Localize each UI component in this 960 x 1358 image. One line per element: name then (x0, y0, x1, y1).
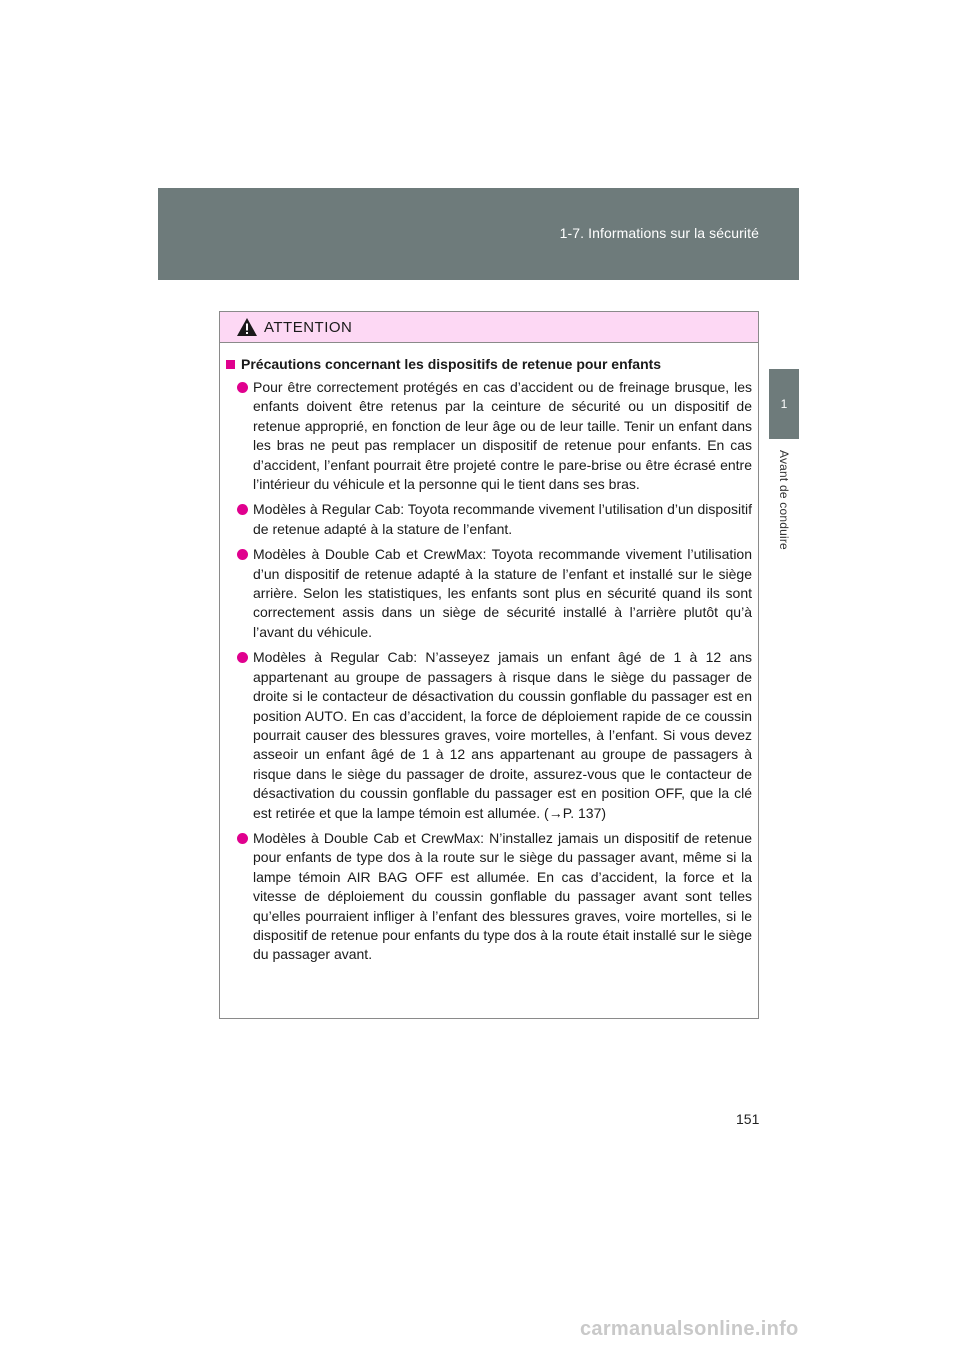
list-item (226, 829, 752, 965)
list-item-text: Modèles à Regular Cab: N’asseyez jamais un enfant âgé de 1 à 12 ans appartenant au groupe de passagers à risque dans le siège du passager de droite si le contacteur de désactivation du coussin gonflable du passager est en position AUTO. En cas d’accident, la force de déploiement rapide de ce coussin pourrait causer des blessures graves, voire mortelles, à l’enfant. Si vous devez asseoir un enfant âgé de 1 à 12 ans appartenant au groupe de passagers à risque dans le siège du passager de droite, assurez-vous que le contacteur de désactivation du coussin gonflable du passager est en position OFF, que la clé est retirée et que la lampe témoin est allumée. (→P. 137) (253, 649, 752, 821)
bullet-dot-icon (237, 504, 248, 515)
bullet-dot-icon (237, 652, 248, 663)
square-bullet-icon (226, 360, 235, 369)
list-item (226, 378, 752, 494)
warning-body (220, 343, 758, 965)
warning-box (219, 311, 759, 1019)
warning-triangle-icon (236, 317, 258, 337)
list-item (226, 648, 752, 823)
list-item-text: Modèles à Double Cab et CrewMax: Toyota recommande vivement l’utilisation d’un dispositif de retenue adapté à la stature de l’enfant et installé sur le siège arrière. Selon les statistiques, les enfants sont plus en sécurité quand ils sont correctement assis dans un siège de sécurité installé à l’arrière plutôt qu’à l’avant du véhicule. (253, 546, 752, 640)
warning-title: ATTENTION (264, 318, 353, 336)
bullet-dot-icon (237, 833, 248, 844)
subheading-text: Précautions concernant les dispositifs de retenue pour enfants (241, 356, 662, 372)
list-item (226, 545, 752, 642)
list-item (226, 500, 752, 539)
header-band (158, 188, 799, 280)
chapter-label: Avant de conduire (777, 450, 791, 550)
chapter-number: 1 (780, 397, 788, 411)
page-number: 151 (736, 1111, 760, 1127)
warning-subheading (226, 356, 752, 372)
warning-header (220, 312, 758, 343)
bullet-dot-icon (237, 549, 248, 560)
list-item-text: Pour être correctement protégés en cas d’accident ou de freinage brusque, les enfants doivent être retenus par la ceinture de sécurité ou un dispositif de retenue approprié, en fonction de leur âge ou de leur taille. Tenir un enfant dans les bras ne peut pas remplacer un dispositif de retenue pour enfants. En cas d’accident, l’enfant pourrait être projeté contre le pare-brise ou être écrasé entre l’intérieur du véhicule et la personne qui le tient dans ses bras. (253, 379, 752, 493)
list-item-text: Modèles à Regular Cab: Toyota recommande vivement l’utilisation d’un dispositif de retenue adapté à la stature de l’enfant. (253, 501, 752, 537)
section-title: 1-7. Informations sur la sécurité (559, 225, 759, 241)
watermark: carmanualsonline.info (580, 1318, 799, 1340)
list-item-text: Modèles à Double Cab et CrewMax: N’installez jamais un dispositif de retenue pour enfants de type dos à la route sur le siège du passager avant, même si la lampe témoin AIR BAG OFF est allumée. En cas d’accident, la force et la vitesse de déploiement du coussin gonflable du passager avant sont telles qu’elles pourraient infliger à l’enfant des blessures graves, voire mortelles, si le dispositif de retenue pour enfants du type dos à la route était installé sur le siège du passager avant. (253, 829, 752, 963)
bullet-dot-icon (237, 382, 248, 393)
chapter-tab (769, 369, 799, 439)
